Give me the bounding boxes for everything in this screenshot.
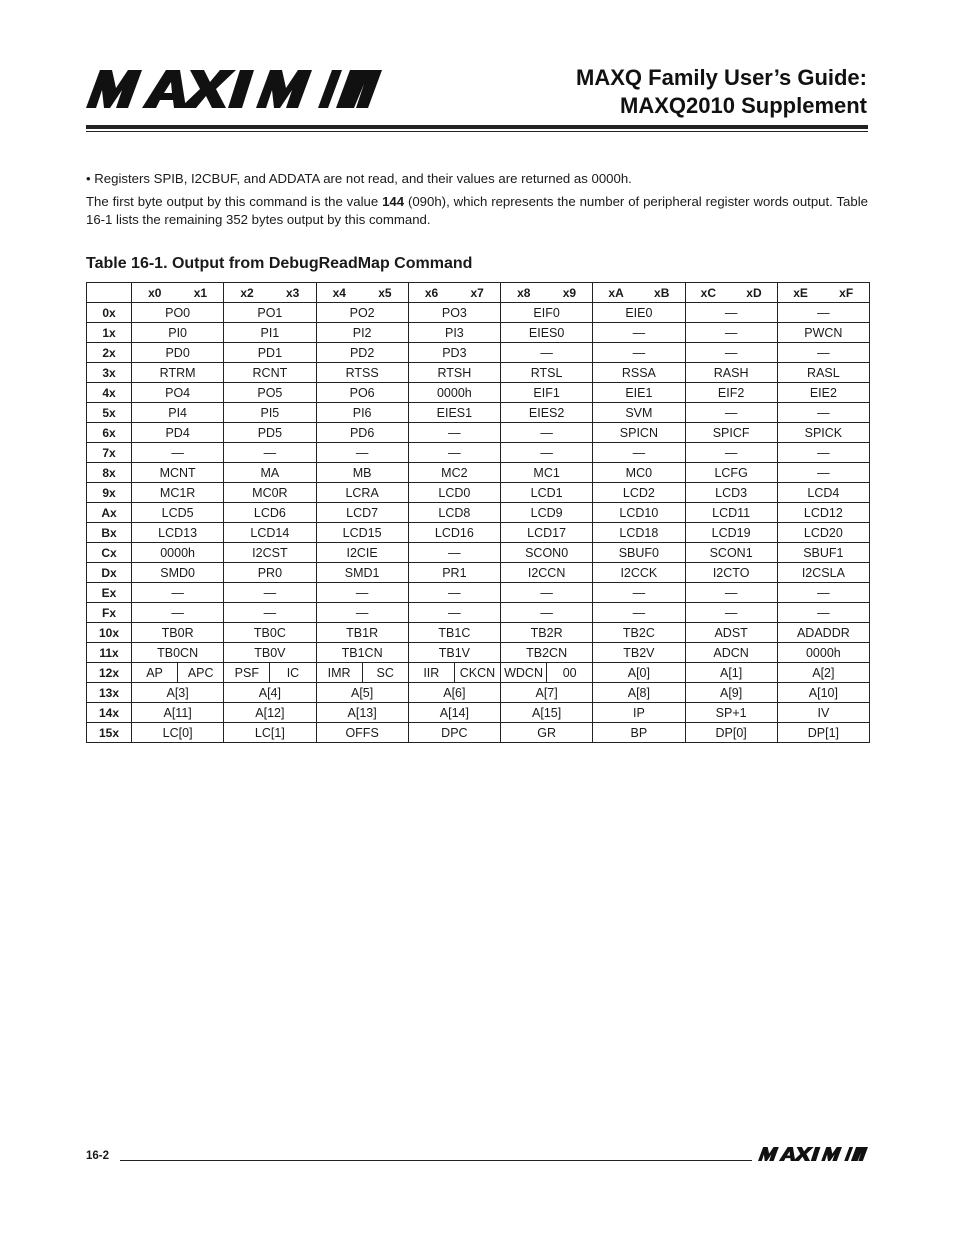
table-cell: — xyxy=(316,603,408,623)
table-cell: EIES0 xyxy=(501,323,593,343)
table-cell: PO0 xyxy=(132,303,224,323)
table-cell: TB0CN xyxy=(132,643,224,663)
table-cell: PO2 xyxy=(316,303,408,323)
table-cell: CKCN xyxy=(454,663,500,683)
table-cell: PO6 xyxy=(316,383,408,403)
header-rule xyxy=(86,125,868,129)
table-cell: — xyxy=(593,583,685,603)
table-row xyxy=(87,363,870,383)
table-cell: — xyxy=(777,463,869,483)
table-cell: A[6] xyxy=(408,683,500,703)
table-cell: LCD7 xyxy=(316,503,408,523)
table-row xyxy=(87,643,870,663)
table-cell: I2CCK xyxy=(593,563,685,583)
table-cell: SMD0 xyxy=(132,563,224,583)
row-label: 11x xyxy=(87,643,132,663)
table-cell: I2CIE xyxy=(316,543,408,563)
column-header-x0: x0 xyxy=(132,283,178,303)
table-cell: DP[1] xyxy=(777,723,869,743)
document-title xyxy=(576,64,867,120)
table-cell: SPICN xyxy=(593,423,685,443)
table-cell: PI4 xyxy=(132,403,224,423)
table-cell: — xyxy=(777,603,869,623)
table-cell: MC1 xyxy=(501,463,593,483)
table-cell: — xyxy=(685,603,777,623)
table-cell: LCD19 xyxy=(685,523,777,543)
row-label: 15x xyxy=(87,723,132,743)
table-cell: PI5 xyxy=(224,403,316,423)
table-cell: TB0C xyxy=(224,623,316,643)
document-title-line1: MAXQ Family User’s Guide: xyxy=(576,65,867,90)
table-row xyxy=(87,603,870,623)
row-label: 14x xyxy=(87,703,132,723)
table-cell: LCD3 xyxy=(685,483,777,503)
table-cell: A[9] xyxy=(685,683,777,703)
table-row xyxy=(87,403,870,423)
table-row xyxy=(87,723,870,743)
table-row xyxy=(87,463,870,483)
table-cell: — xyxy=(224,443,316,463)
table-cell: LCD0 xyxy=(408,483,500,503)
register-map-table xyxy=(86,282,870,743)
table-row xyxy=(87,443,870,463)
table-cell: — xyxy=(501,603,593,623)
table-cell: EIF0 xyxy=(501,303,593,323)
table-cell: LCD6 xyxy=(224,503,316,523)
table-cell: SVM xyxy=(593,403,685,423)
table-row xyxy=(87,323,870,343)
table-cell: A[11] xyxy=(132,703,224,723)
table-row xyxy=(87,583,870,603)
table-cell: MC2 xyxy=(408,463,500,483)
table-cell: A[13] xyxy=(316,703,408,723)
table-cell: GR xyxy=(501,723,593,743)
table-cell: A[10] xyxy=(777,683,869,703)
column-header-x9: x9 xyxy=(547,283,593,303)
body-paragraph xyxy=(86,193,868,229)
table-cell: EIE1 xyxy=(593,383,685,403)
column-header-x7: x7 xyxy=(454,283,500,303)
table-cell: A[1] xyxy=(685,663,777,683)
table-cell: MC0R xyxy=(224,483,316,503)
column-header-x6: x6 xyxy=(408,283,454,303)
table-cell: TB1R xyxy=(316,623,408,643)
table-cell: — xyxy=(501,423,593,443)
row-label: Bx xyxy=(87,523,132,543)
table-cell: TB1C xyxy=(408,623,500,643)
column-header-x8: x8 xyxy=(501,283,547,303)
para-before: The first byte output by this command is the value xyxy=(86,194,383,209)
table-cell: PI2 xyxy=(316,323,408,343)
table-cell: SPICF xyxy=(685,423,777,443)
column-header-xC: xC xyxy=(685,283,731,303)
row-label: 8x xyxy=(87,463,132,483)
table-cell: LCD17 xyxy=(501,523,593,543)
table-cell: A[0] xyxy=(593,663,685,683)
table-cell: LCD20 xyxy=(777,523,869,543)
table-cell: I2CST xyxy=(224,543,316,563)
table-cell: I2CSLA xyxy=(777,563,869,583)
column-header-x1: x1 xyxy=(178,283,224,303)
table-cell: MC1R xyxy=(132,483,224,503)
table-cell: — xyxy=(316,443,408,463)
table-cell: LCD16 xyxy=(408,523,500,543)
table-cell: PO1 xyxy=(224,303,316,323)
table-cell: RTSH xyxy=(408,363,500,383)
row-label: 0x xyxy=(87,303,132,323)
column-header-x3: x3 xyxy=(270,283,316,303)
table-cell: — xyxy=(224,583,316,603)
table-cell: PI6 xyxy=(316,403,408,423)
table-cell: RCNT xyxy=(224,363,316,383)
column-header-x5: x5 xyxy=(362,283,408,303)
table-cell: SBUF1 xyxy=(777,543,869,563)
table-cell: PR1 xyxy=(408,563,500,583)
table-cell: A[4] xyxy=(224,683,316,703)
maxim-logo xyxy=(86,70,382,108)
row-label: 13x xyxy=(87,683,132,703)
table-cell: 0000h xyxy=(132,543,224,563)
table-cell: — xyxy=(777,443,869,463)
table-row xyxy=(87,663,870,683)
table-cell: RASL xyxy=(777,363,869,383)
table-cell: — xyxy=(777,583,869,603)
table-cell: EIF1 xyxy=(501,383,593,403)
table-cell: LCFG xyxy=(685,463,777,483)
table-cell: PD5 xyxy=(224,423,316,443)
table-cell: DP[0] xyxy=(685,723,777,743)
table-cell: LC[1] xyxy=(224,723,316,743)
table-cell: SP+1 xyxy=(685,703,777,723)
table-cell: TB0R xyxy=(132,623,224,643)
table-title: Table 16-1. Output from DebugReadMap Command xyxy=(86,255,473,272)
table-cell: — xyxy=(777,343,869,363)
table-cell: PI1 xyxy=(224,323,316,343)
table-cell: PI0 xyxy=(132,323,224,343)
para-bold-value: 144 xyxy=(382,194,405,209)
table-cell: OFFS xyxy=(316,723,408,743)
bullet-text: • Registers SPIB, I2CBUF, and ADDATA are not read, and their values are returned as 0000h. xyxy=(86,171,632,186)
table-cell: — xyxy=(408,443,500,463)
row-label: Fx xyxy=(87,603,132,623)
table-row xyxy=(87,303,870,323)
table-cell: LCD15 xyxy=(316,523,408,543)
table-cell: — xyxy=(408,603,500,623)
column-header-x4: x4 xyxy=(316,283,362,303)
table-cell: SC xyxy=(362,663,408,683)
table-cell: — xyxy=(593,343,685,363)
table-cell: MB xyxy=(316,463,408,483)
table-cell: TB2CN xyxy=(501,643,593,663)
row-label: Dx xyxy=(87,563,132,583)
table-cell: TB2R xyxy=(501,623,593,643)
document-title-line2: MAXQ2010 Supplement xyxy=(620,93,867,118)
table-cell: PD1 xyxy=(224,343,316,363)
table-cell: — xyxy=(408,583,500,603)
table-cell: TB0V xyxy=(224,643,316,663)
row-label: 5x xyxy=(87,403,132,423)
table-cell: EIE0 xyxy=(593,303,685,323)
table-cell: PD3 xyxy=(408,343,500,363)
table-cell: PR0 xyxy=(224,563,316,583)
table-cell: — xyxy=(777,403,869,423)
table-cell: EIE2 xyxy=(777,383,869,403)
table-cell: EIES2 xyxy=(501,403,593,423)
column-header-xB: xB xyxy=(639,283,685,303)
table-row xyxy=(87,383,870,403)
table-cell: PD4 xyxy=(132,423,224,443)
page-number: 16-2 xyxy=(86,1150,110,1162)
row-label: 12x xyxy=(87,663,132,683)
table-cell: LCD12 xyxy=(777,503,869,523)
table-row xyxy=(87,423,870,443)
table-cell: A[7] xyxy=(501,683,593,703)
row-label: 1x xyxy=(87,323,132,343)
table-row xyxy=(87,523,870,543)
table-cell: DPC xyxy=(408,723,500,743)
table-cell: RTRM xyxy=(132,363,224,383)
table-cell: — xyxy=(132,443,224,463)
table-row xyxy=(87,703,870,723)
table-cell: LCD18 xyxy=(593,523,685,543)
table-row xyxy=(87,563,870,583)
table-cell: — xyxy=(224,603,316,623)
table-cell: IV xyxy=(777,703,869,723)
table-cell: PO4 xyxy=(132,383,224,403)
table-cell: APC xyxy=(178,663,224,683)
table-cell: EIF2 xyxy=(685,383,777,403)
table-cell: WDCN xyxy=(501,663,547,683)
table-cell: 0000h xyxy=(408,383,500,403)
table-cell: PD0 xyxy=(132,343,224,363)
table-cell: SPICK xyxy=(777,423,869,443)
table-cell: — xyxy=(685,323,777,343)
table-cell: MCNT xyxy=(132,463,224,483)
footer-rule xyxy=(120,1160,752,1161)
row-label: Ax xyxy=(87,503,132,523)
table-row xyxy=(87,623,870,643)
table-cell: — xyxy=(685,443,777,463)
table-cell: RASH xyxy=(685,363,777,383)
table-cell: PI3 xyxy=(408,323,500,343)
table-cell: — xyxy=(132,603,224,623)
table-cell: ADADDR xyxy=(777,623,869,643)
table-cell: — xyxy=(685,583,777,603)
table-cell: SCON1 xyxy=(685,543,777,563)
table-cell: BP xyxy=(593,723,685,743)
row-label: 7x xyxy=(87,443,132,463)
table-cell: — xyxy=(685,303,777,323)
row-label: 6x xyxy=(87,423,132,443)
table-cell: — xyxy=(501,343,593,363)
table-cell: LCD4 xyxy=(777,483,869,503)
table-cell: PD6 xyxy=(316,423,408,443)
table-cell: — xyxy=(685,403,777,423)
table-cell: LCD8 xyxy=(408,503,500,523)
table-cell: A[2] xyxy=(777,663,869,683)
table-cell: IC xyxy=(270,663,316,683)
table-cell: RTSS xyxy=(316,363,408,383)
table-cell: LCRA xyxy=(316,483,408,503)
table-cell: — xyxy=(408,423,500,443)
table-cell: — xyxy=(316,583,408,603)
table-row xyxy=(87,683,870,703)
table-cell: SMD1 xyxy=(316,563,408,583)
table-cell: — xyxy=(408,543,500,563)
table-cell: IIR xyxy=(408,663,454,683)
table-row xyxy=(87,483,870,503)
table-cell: — xyxy=(501,583,593,603)
table-cell: RSSA xyxy=(593,363,685,383)
table-cell: PO5 xyxy=(224,383,316,403)
table-cell: I2CCN xyxy=(501,563,593,583)
table-cell: 00 xyxy=(547,663,593,683)
column-header-xE: xE xyxy=(777,283,823,303)
table-cell: — xyxy=(685,343,777,363)
table-cell: IMR xyxy=(316,663,362,683)
table-cell: A[8] xyxy=(593,683,685,703)
column-header-x2: x2 xyxy=(224,283,270,303)
table-row xyxy=(87,503,870,523)
table-cell: TB1CN xyxy=(316,643,408,663)
table-cell: TB2V xyxy=(593,643,685,663)
table-cell: LCD1 xyxy=(501,483,593,503)
table-cell: PD2 xyxy=(316,343,408,363)
table-cell: LCD11 xyxy=(685,503,777,523)
table-row xyxy=(87,343,870,363)
table-cell: ADST xyxy=(685,623,777,643)
table-cell: PO3 xyxy=(408,303,500,323)
table-cell: — xyxy=(593,603,685,623)
table-cell: — xyxy=(777,303,869,323)
table-cell: SCON0 xyxy=(501,543,593,563)
table-cell: — xyxy=(501,443,593,463)
table-cell: 0000h xyxy=(777,643,869,663)
table-cell: TB1V xyxy=(408,643,500,663)
table-cell: I2CTO xyxy=(685,563,777,583)
table-cell: A[12] xyxy=(224,703,316,723)
table-cell: A[14] xyxy=(408,703,500,723)
table-cell: PSF xyxy=(224,663,270,683)
table-cell: A[3] xyxy=(132,683,224,703)
para-after: (090h), which represents the number of peripheral register words output. Table 16-1 lists the remaining 352 bytes output by this command. xyxy=(86,194,868,227)
row-label: 9x xyxy=(87,483,132,503)
table-cell: IP xyxy=(593,703,685,723)
table-cell: LC[0] xyxy=(132,723,224,743)
row-label: Ex xyxy=(87,583,132,603)
table-cell: TB2C xyxy=(593,623,685,643)
table-cell: A[15] xyxy=(501,703,593,723)
footer-maxim-logo xyxy=(758,1146,868,1162)
header-rule-thin xyxy=(86,131,868,132)
row-label: 4x xyxy=(87,383,132,403)
table-cell: LCD9 xyxy=(501,503,593,523)
corner-cell xyxy=(87,283,132,303)
table-cell: ADCN xyxy=(685,643,777,663)
table-cell: A[5] xyxy=(316,683,408,703)
column-header-xD: xD xyxy=(731,283,777,303)
table-cell: LCD2 xyxy=(593,483,685,503)
table-cell: MC0 xyxy=(593,463,685,483)
table-cell: — xyxy=(593,323,685,343)
row-label: 3x xyxy=(87,363,132,383)
row-label: 2x xyxy=(87,343,132,363)
table-cell: — xyxy=(132,583,224,603)
table-cell: RTSL xyxy=(501,363,593,383)
table-cell: PWCN xyxy=(777,323,869,343)
table-header-row xyxy=(87,283,870,303)
table-cell: LCD5 xyxy=(132,503,224,523)
table-cell: MA xyxy=(224,463,316,483)
table-row xyxy=(87,543,870,563)
table-cell: EIES1 xyxy=(408,403,500,423)
table-cell: LCD13 xyxy=(132,523,224,543)
column-header-xF: xF xyxy=(823,283,869,303)
table-cell: AP xyxy=(132,663,178,683)
column-header-xA: xA xyxy=(593,283,639,303)
row-label: 10x xyxy=(87,623,132,643)
table-cell: SBUF0 xyxy=(593,543,685,563)
table-cell: — xyxy=(593,443,685,463)
table-cell: LCD14 xyxy=(224,523,316,543)
table-cell: LCD10 xyxy=(593,503,685,523)
row-label: Cx xyxy=(87,543,132,563)
